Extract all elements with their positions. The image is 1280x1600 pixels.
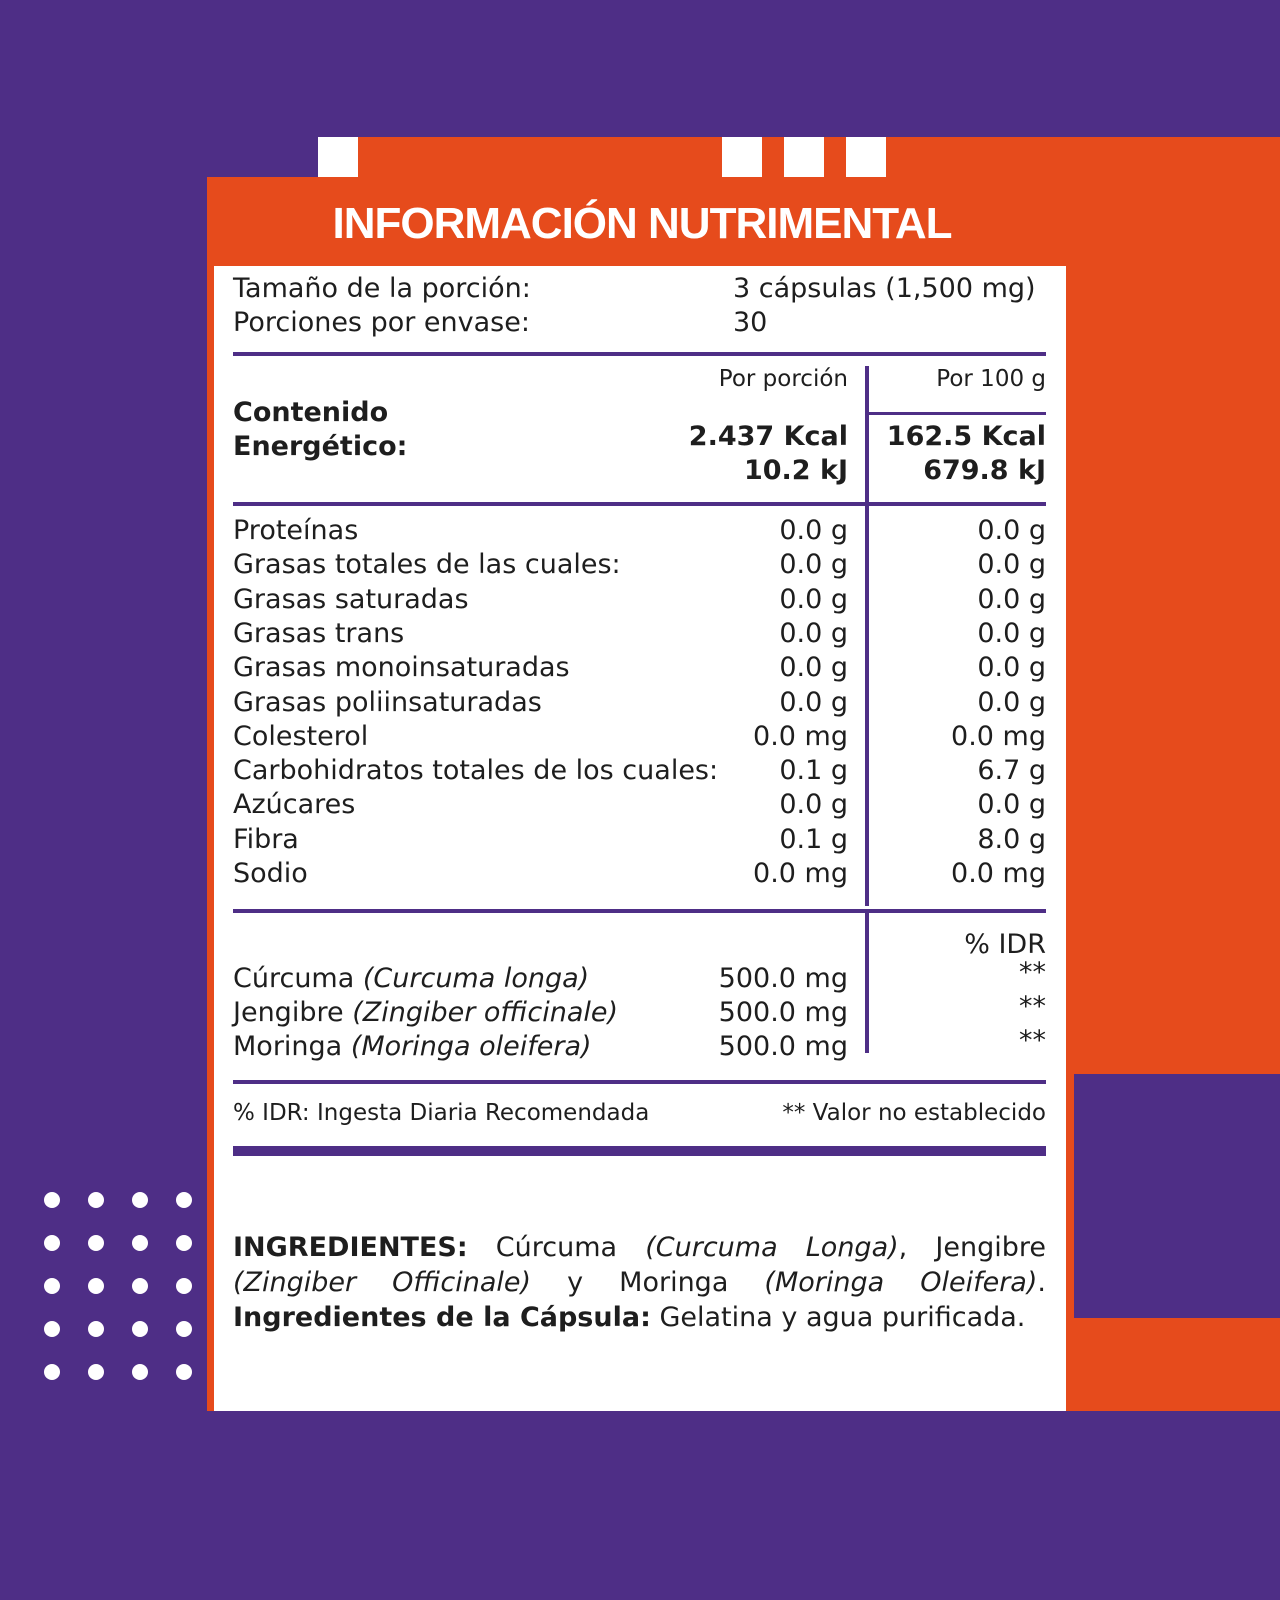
period: . [1037, 1267, 1046, 1298]
capsule-text: Gelatina y agua purificada. [659, 1302, 1026, 1333]
conjunction: y [567, 1267, 584, 1298]
nutrient-value-100g: 8.0 g [977, 824, 1046, 855]
nutrient-value-100g: 0.0 g [977, 515, 1046, 546]
servings-value: 30 [733, 307, 768, 338]
nutrient-value-100g: 0.0 mg [951, 721, 1046, 752]
column-separator [865, 366, 869, 906]
nutrient-value-portion: 0.0 g [779, 515, 848, 546]
energy-label: Contenido [233, 397, 389, 428]
divider [233, 909, 1046, 913]
nutrient-value-100g: 0.0 g [977, 652, 1046, 683]
ingredient-jengibre-latin: (Zingiber Officinale) [233, 1267, 532, 1298]
nutrient-value-100g: 0.0 mg [951, 858, 1046, 889]
divider [233, 502, 1046, 506]
dot-pattern [41, 1189, 201, 1384]
herb-idr: ** [1019, 991, 1046, 1022]
nutrient-value-100g: 0.0 g [977, 687, 1046, 718]
herb-idr: ** [1019, 957, 1046, 988]
divider [865, 412, 1046, 415]
white-square [722, 137, 762, 177]
nutrient-value-portion: 0.0 g [779, 618, 848, 649]
nutrient-value-100g: 0.0 g [977, 618, 1046, 649]
capsule-label: Ingredientes de la Cápsula: [233, 1302, 651, 1333]
ingredient-moringa: Moringa [619, 1267, 729, 1298]
ingredient-moringa-latin: (Moringa Oleifera) [764, 1267, 1038, 1298]
thick-divider [233, 1146, 1046, 1156]
herb-latin-name: (Moringa oleifera) [350, 1031, 592, 1062]
nutrient-value-100g: 0.0 g [977, 584, 1046, 615]
herb-amount: 500.0 mg [718, 963, 848, 994]
nutrient-value-portion: 0.0 g [779, 687, 848, 718]
energy-label-2: Energético: [233, 431, 408, 462]
nutrient-name: Grasas totales de las cuales: [233, 549, 621, 580]
herb-name [233, 1030, 592, 1064]
herb-common-name: Cúrcuma [233, 963, 355, 994]
divider [233, 352, 1046, 356]
column-header-100g: Por 100 g [936, 366, 1046, 392]
nutrient-name: Grasas poliinsaturadas [233, 687, 542, 718]
footnote-idr: % IDR: Ingesta Diaria Recomendada [233, 1100, 650, 1126]
herb-common-name: Moringa [233, 1031, 343, 1062]
nutrient-value-portion: 0.0 g [779, 549, 848, 580]
serving-size-value: 3 cápsulas (1,500 mg) [733, 273, 1036, 304]
ingredient-curcuma: Cúrcuma [495, 1232, 618, 1263]
herb-latin-name: (Curcuma longa) [362, 963, 590, 994]
servings-label: Porciones por envase: [233, 307, 530, 338]
page-title: INFORMACIÓN NUTRIMENTAL [332, 199, 952, 248]
herb-amount: 500.0 mg [718, 1031, 848, 1062]
ingredients-text [233, 1230, 1046, 1335]
divider [233, 1080, 1046, 1084]
ingredient-curcuma-latin: (Curcuma Longa) [645, 1232, 899, 1263]
nutrient-name: Carbohidratos totales de los cuales: [233, 755, 719, 786]
energy-kcal-100g: 162.5 Kcal [886, 421, 1046, 452]
nutrient-name: Fibra [233, 824, 299, 855]
herb-amount: 500.0 mg [718, 997, 848, 1028]
nutrient-name: Azúcares [233, 789, 356, 820]
nutrient-name: Grasas monoinsaturadas [233, 652, 570, 683]
nutrient-name: Sodio [233, 858, 308, 889]
white-square [846, 137, 886, 177]
energy-kj-100g: 679.8 kJ [923, 455, 1046, 486]
nutrient-value-100g: 6.7 g [977, 755, 1046, 786]
herb-name [233, 962, 589, 996]
idr-header: % IDR [964, 929, 1046, 960]
nutrient-name: Grasas saturadas [233, 584, 469, 615]
nutrition-panel [214, 266, 1066, 1411]
white-square [784, 137, 824, 177]
footnote-not-established: ** Valor no establecido [782, 1100, 1046, 1126]
herb-latin-name: (Zingiber officinale) [352, 997, 619, 1028]
nutrient-value-100g: 0.0 g [977, 549, 1046, 580]
nutrient-value-100g: 0.0 g [977, 789, 1046, 820]
nutrient-value-portion: 0.1 g [779, 755, 848, 786]
herb-name [233, 996, 618, 1030]
nutrient-name: Colesterol [233, 721, 369, 752]
nutrient-value-portion: 0.0 mg [753, 721, 848, 752]
nutrient-value-portion: 0.0 g [779, 789, 848, 820]
white-square [318, 137, 358, 177]
nutrient-value-portion: 0.1 g [779, 824, 848, 855]
column-separator [865, 913, 869, 1053]
ingredients-label: INGREDIENTES: [233, 1232, 468, 1263]
serving-size-label: Tamaño de la porción: [233, 273, 531, 304]
ingredient-jengibre: Jengibre [935, 1232, 1046, 1263]
nutrient-name: Grasas trans [233, 618, 405, 649]
nutrient-value-portion: 0.0 mg [753, 858, 848, 889]
herb-idr: ** [1019, 1025, 1046, 1056]
column-header-portion: Por porción [718, 366, 848, 392]
purple-accent-block [1074, 1074, 1280, 1318]
energy-kcal-portion: 2.437 Kcal [688, 421, 848, 452]
nutrient-value-portion: 0.0 g [779, 584, 848, 615]
separator: , [898, 1232, 908, 1263]
herb-common-name: Jengibre [233, 997, 344, 1028]
nutrient-name: Proteínas [233, 515, 359, 546]
energy-kj-portion: 10.2 kJ [743, 455, 848, 486]
nutrient-value-portion: 0.0 g [779, 652, 848, 683]
